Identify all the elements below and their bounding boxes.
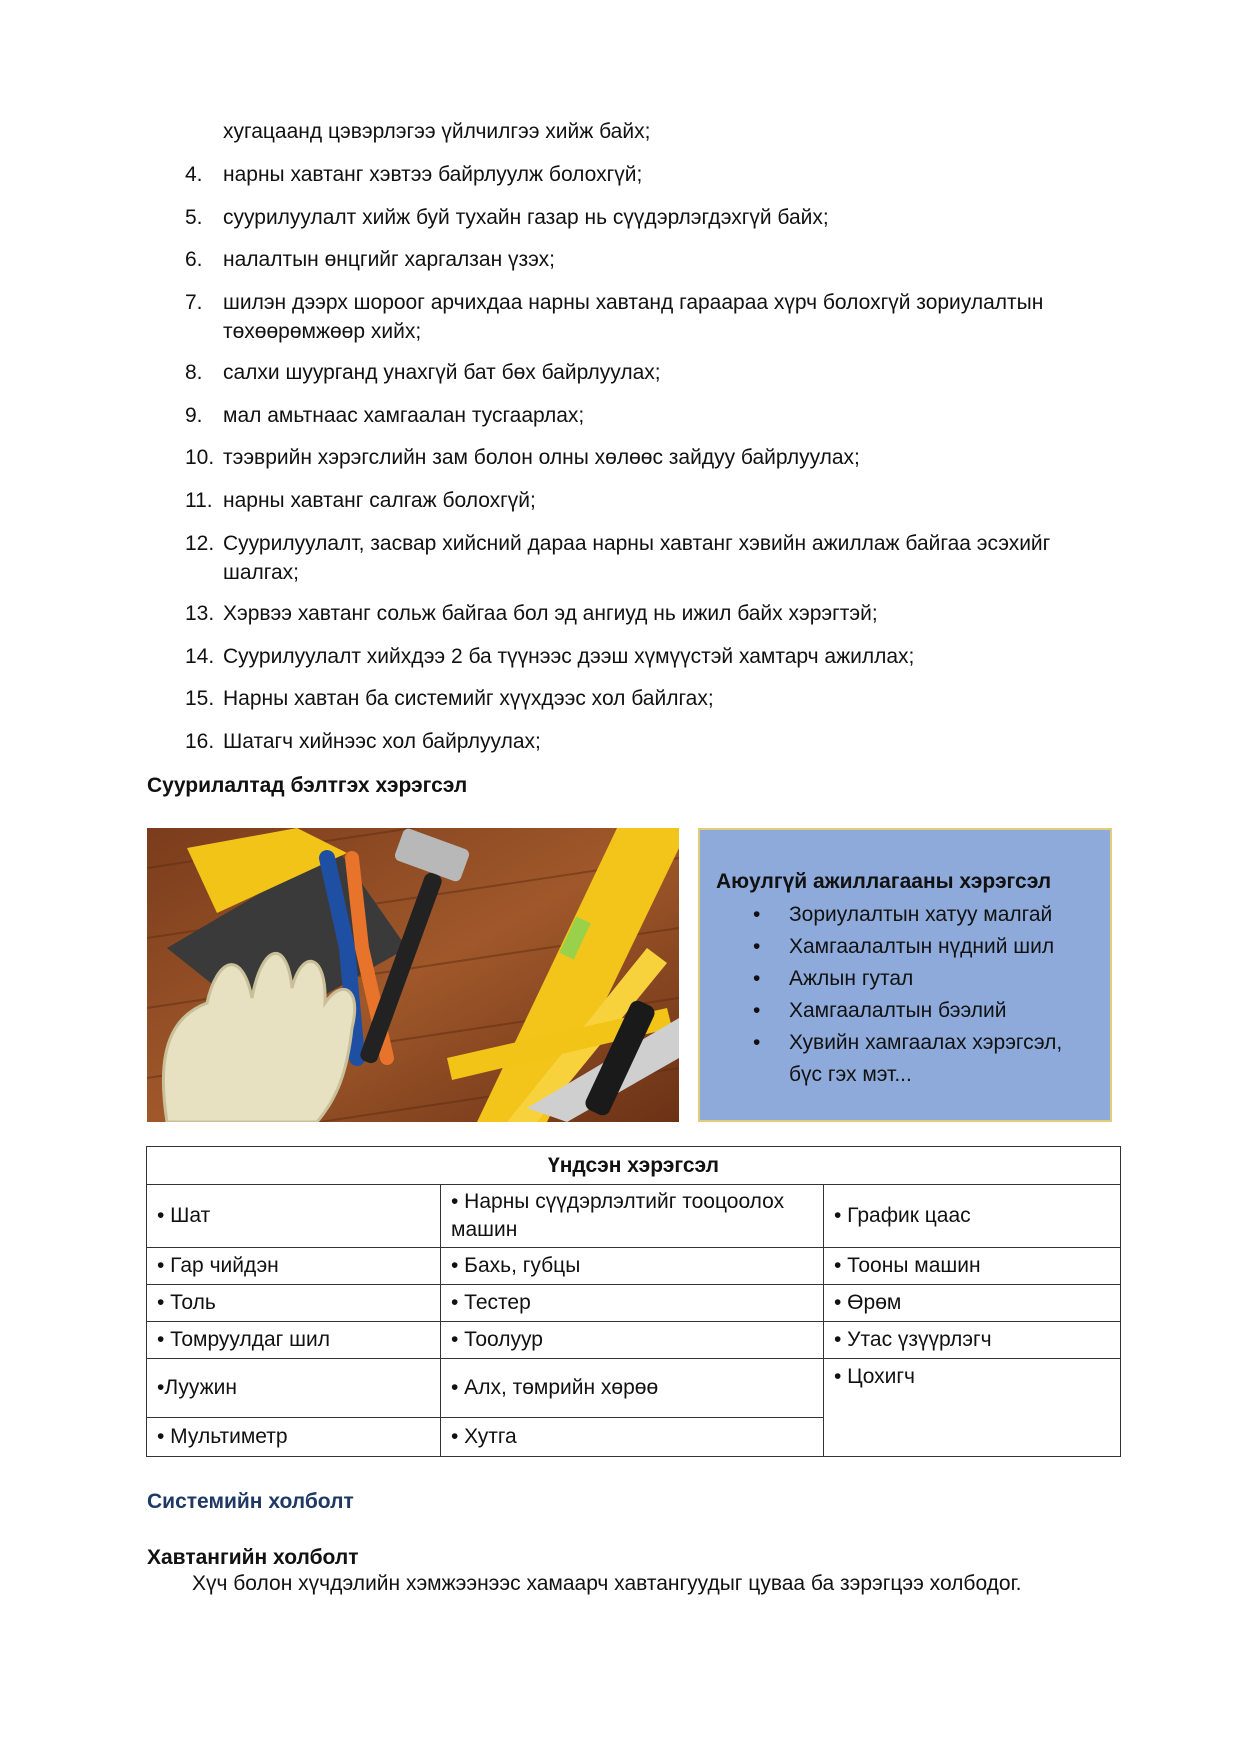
body-paragraph: Хүч болон хүчдэлийн хэмжээнээс хамаарч хавтангуудыг цуваа ба зэрэгцээ холбодог. (192, 1572, 1022, 1595)
list-item: • Хамгаалалтын нүдний шил (716, 931, 1094, 963)
list-item: • Ажлын гутал (716, 963, 1094, 995)
table-cell: • Нарны сүүдэрлэлтийг тооцоолох машин (441, 1185, 824, 1248)
list-item: 7. шилэн дээрх шороог арчихдаа нарны хавтанд гараараа хүрч болохгүй зориулалтын төхөөрөмжөөр хийх; (185, 291, 1044, 344)
table-cell: • Томруулдаг шил (147, 1322, 441, 1359)
list-continuation: хугацаанд цэвэрлэгээ үйлчилгээ хийж байх; (223, 120, 651, 143)
section-heading-preparation: Суурилалтад бэлтгэх хэрэгсэл (147, 774, 468, 797)
list-item: 9. мал амьтнаас хамгаалан тусгаарлах; (185, 403, 585, 427)
table-cell: • График цаас (824, 1185, 1121, 1248)
table-cell: • Гар чийдэн (147, 1248, 441, 1285)
table-cell: •Луужин (147, 1359, 441, 1418)
table-cell: • Өрөм (824, 1285, 1121, 1322)
table-cell: • Цохигч (824, 1359, 1121, 1457)
table-cell: • Тоолуур (441, 1322, 824, 1359)
list-item: 6. налалтын өнцгийг харгалзан үзэх; (185, 248, 555, 272)
table-cell: • Мультиметр (147, 1418, 441, 1457)
list-item: 14. Суурилуулалт хийхдээ 2 ба түүнээс дээш хүмүүстэй хамтарч ажиллах; (185, 644, 915, 668)
list-item: 11. нарны хавтанг салгаж болохгүй; (185, 489, 536, 513)
table-row (147, 1185, 1121, 1248)
list-item: 12. Суурилуулалт, засвар хийсний дараа нарны хавтанг хэвийн ажиллаж байгаа эсэхийг шалгах; (185, 531, 1051, 584)
basic-tools-table (146, 1146, 1121, 1457)
list-item: • Зориулалтын хатуу малгай (716, 899, 1094, 931)
list-item: • Хамгаалалтын бээлий (716, 995, 1094, 1027)
safety-equipment-box (698, 828, 1112, 1122)
table-row (147, 1285, 1121, 1322)
guideline-list (185, 160, 1125, 770)
list-item: 13. Хэрвээ хавтанг сольж байгаа бол эд ангиуд нь ижил байх хэрэгтэй; (185, 601, 878, 625)
list-item: 10. тээврийн хэрэгслийн зам болон олны хөлөөс зайдуу байрлуулах; (185, 446, 860, 470)
list-item: 16. Шатагч хийнээс хол байрлуулах; (185, 729, 541, 753)
list-item: 4. нарны хавтанг хэвтээ байрлуулж болохгүй; (185, 163, 643, 186)
table-cell: • Алх, төмрийн хөрөө (441, 1359, 824, 1418)
table-cell: • Тооны машин (824, 1248, 1121, 1285)
table-cell: • Тестер (441, 1285, 824, 1322)
table-row (147, 1322, 1121, 1359)
table-cell: • Утас үзүүрлэгч (824, 1322, 1121, 1359)
list-item: 8. салхи шуурганд унахгүй бат бөх байрлуулах; (185, 361, 661, 385)
table-row (147, 1359, 1121, 1418)
table-header: Үндсэн хэрэгсэл (147, 1147, 1121, 1185)
section-heading-system-connection: Системийн холболт (147, 1490, 354, 1513)
list-item: 5. суурилуулалт хийж буй тухайн газар нь сүүдэрлэгдэхгүй байх; (185, 205, 829, 229)
list-item: • Хувийн хамгаалах хэрэгсэл, бүс гэх мэт... (716, 1027, 1094, 1091)
tools-photo (147, 828, 679, 1122)
table-header-row (147, 1147, 1121, 1185)
table-cell: • Бахь, губцы (441, 1248, 824, 1285)
list-item: 15. Нарны хавтан ба системийг хүүхдээс хол байлгах; (185, 687, 714, 711)
table-row (147, 1248, 1121, 1285)
safety-list (716, 899, 1094, 1091)
section-heading-panel-connection: Хавтангийн холболт (147, 1546, 359, 1569)
safety-title: Аюулгүй ажиллагааны хэрэгсэл (716, 870, 1052, 893)
table-cell: • Хутга (441, 1418, 824, 1457)
table-cell: • Шат (147, 1185, 441, 1248)
table-cell: • Толь (147, 1285, 441, 1322)
